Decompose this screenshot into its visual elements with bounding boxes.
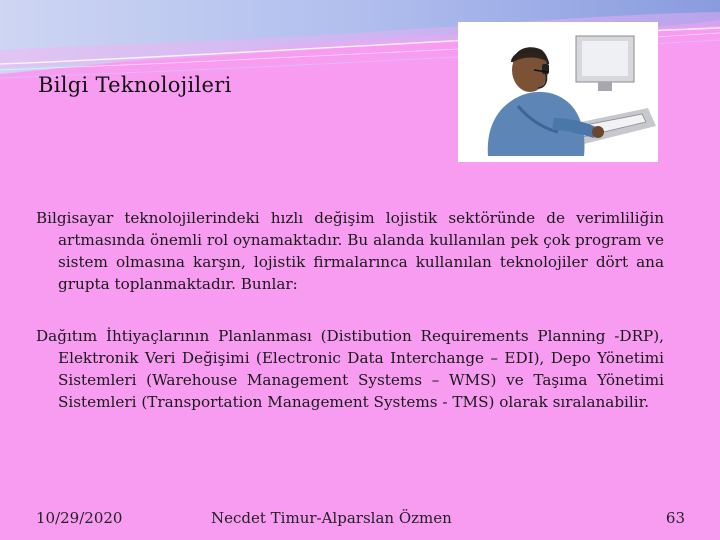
person-with-headset-at-computer-icon xyxy=(458,22,658,162)
systems-paragraph-text: Dağıtım İhtiyaçlarının Planlanması (Distibution Requirements Planning -DRP), Elektronik Veri Değişimi (Electronic Data Interchange – EDI), Depo Yönetimi Sistemleri (Warehouse Management Systems – WMS) ve Taşıma Yönetimi Sistemleri (Transportation Management Systems - TMS) olarak sıralanabilir. xyxy=(36,327,664,411)
slide-title: Bilgi Teknolojileri xyxy=(38,73,232,97)
intro-paragraph-text: Bilgisayar teknolojilerindeki hızlı değişim lojistik sektöründe de verimliliğin artmasında önemli rol oynamaktadır. Bu alanda kullanılan pek çok program ve sistem olmasına karşın, lojistik firmalarınca kullanılan teknolojiler dört ana grupta toplanmaktadır. Bunlar: xyxy=(36,209,664,293)
page-number: 63 xyxy=(665,509,685,527)
intro-paragraph xyxy=(36,207,664,295)
systems-paragraph xyxy=(36,325,664,413)
footer-author: Necdet Timur-Alparslan Özmen xyxy=(211,509,452,527)
footer-date: 10/29/2020 xyxy=(36,509,123,527)
